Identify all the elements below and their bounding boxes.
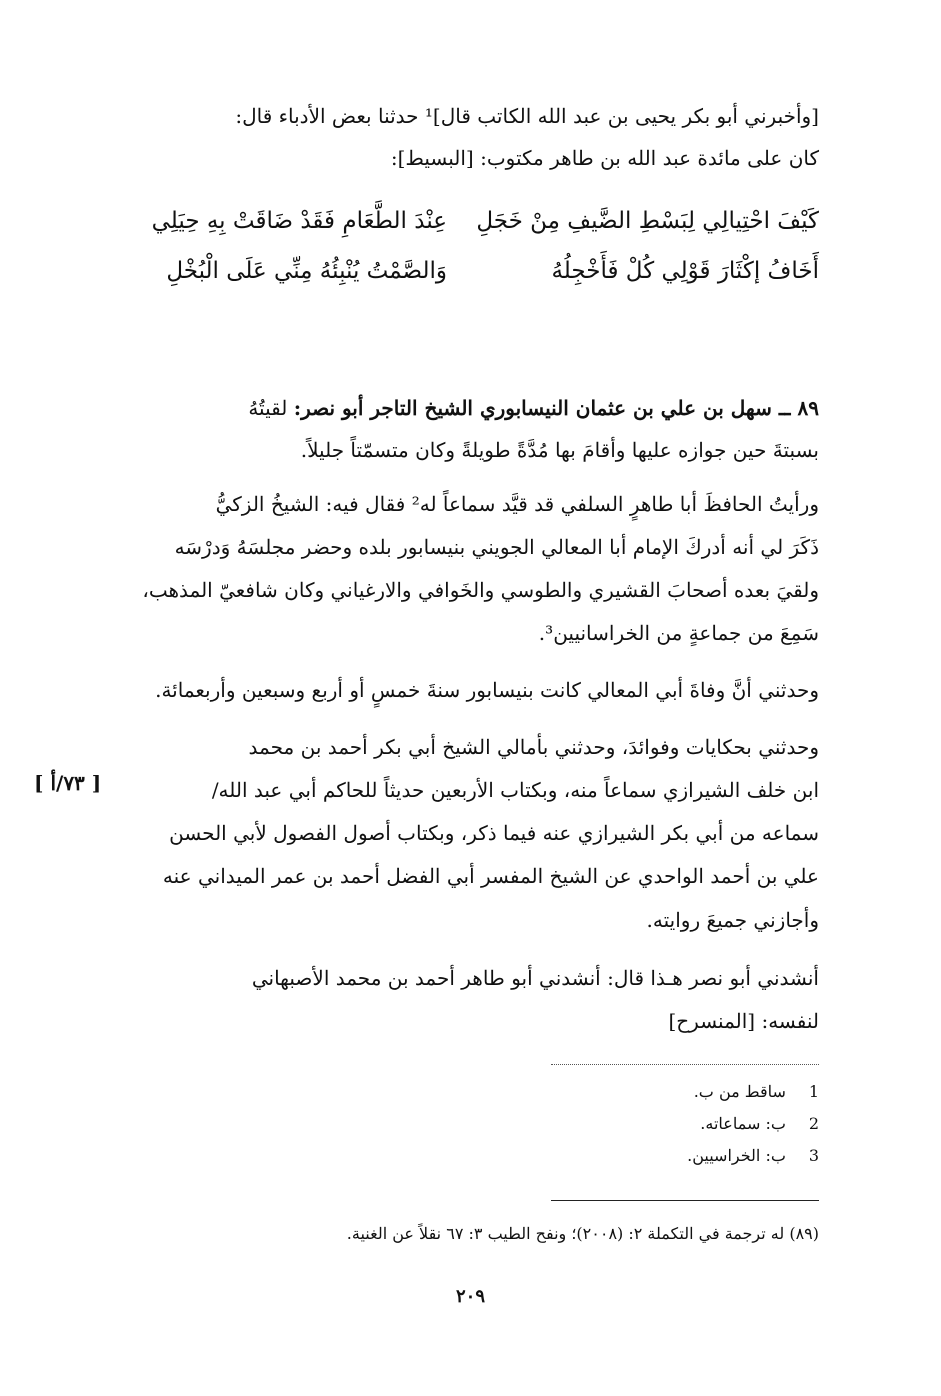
intro-line-2: كان على مائدة عبد الله بن طاهر مكتوب: [البسيط]: <box>390 146 819 170</box>
para3-line-2: ابن خلف الشيرازي سماعاً منه، وبكتاب الأربعين حديثاً للحاكم أبي عبد الله/ <box>211 778 819 802</box>
page-number: ٢٠٩ <box>455 1286 485 1307</box>
footnote-number: 2 <box>808 1114 819 1133</box>
para1-line-3: ولقيَ بعده أصحابَ القشيري والطوسي والخَوافي والارغياني وكان شافعيّ المذهب، <box>142 578 819 602</box>
para3-line-3: سماعه من أبي بكر الشيرازي عنه فيما ذكر، وبكتاب أصول الفصول لأبي الحسن <box>169 821 819 845</box>
para1-line-1: ورأيتُ الحافظَ أبا طاهرٍ السلفي قد قيَّد سماعاً له² فقال فيه: الشيخُ الزكيُّ <box>215 492 819 516</box>
footnote-2 <box>700 1112 819 1136</box>
entry-heading: ٨٩ ــ سهل بن علي بن عثمان النيسابوري الشيخ التاجر أبو نصر: <box>293 396 819 420</box>
footnote-separator <box>551 1064 819 1065</box>
para1-line-4: سَمِعَ من جماعةٍ من الخراسانيين³. <box>538 621 819 645</box>
footnote-number: 3 <box>808 1146 819 1165</box>
para4-line-1: أنشدني أبو نصر هـذا قال: أنشدني أبو طاهر أحمد بن محمد الأصبهاني <box>251 966 819 990</box>
para1-line-2: ذَكَرَ لي أنه أدركَ الإمام أبا المعالي الجويني بنيسابور بلده وحضر مجلسَهُ وَدرْسَه <box>174 535 819 559</box>
para3-line-5: وأجازني جميعَ روايته. <box>646 908 819 932</box>
folio-marginal-note: [ ٧٣/أ ] <box>34 771 102 795</box>
footnote-text: ساقط من ب. <box>693 1082 786 1101</box>
footnote-3 <box>687 1144 819 1168</box>
para3-line-1: وحدثني بحكايات وفوائدَ، وحدثني بأمالي الشيخ أبي بكر أحمد بن محمد <box>248 735 819 759</box>
entry-heading-tail: لقيتُهُ <box>248 396 288 420</box>
para2: وحدثني أنَّ وفاةَ أبي المعالي كانت بنيسابور سنةَ خمسٍ أو أربع وسبعين وأربعمائة. <box>155 678 819 702</box>
poem-verse-1-second-hemistich: عِنْدَ الطَّعَامِ فَقَدْ ضَاقَتْ بِهِ حِيَلِي <box>151 208 447 234</box>
reference-separator <box>551 1200 819 1201</box>
intro-line-1: [وأخبرني أبو بكر يحيى بن عبد الله الكاتب قال]¹ حدثنا بعض الأدباء قال: <box>235 104 819 128</box>
para3-line-4: علي بن أحمد الواحدي عن الشيخ المفسر أبي الفضل أحمد بن عمر الميداني عنه <box>162 864 819 888</box>
footnote-number: 1 <box>808 1082 819 1101</box>
para4-line-2: لنفسه: [المنسرح] <box>668 1009 819 1033</box>
biographical-reference: (٨٩) له ترجمة في التكملة ٢: (٢٠٠٨)؛ ونفح الطيب ٣: ٦٧ نقلاً عن الغنية. <box>346 1224 819 1243</box>
footnote-text: ب: سماعاته. <box>700 1114 786 1133</box>
footnote-1 <box>694 1080 819 1104</box>
poem-verse-2-first-hemistich: أَخَافُ إكْثَارَ قَوْلِي كُلْ فَأَخْجِلُهُ <box>551 258 819 284</box>
entry-line-2: بسبتةَ حين جوازه عليها وأقامَ بها مُدَّةً طويلةً وكان متسمّتاً جليلاً. <box>300 438 819 462</box>
poem-verse-1-first-hemistich: كَيْفَ احْتِيالِي لِبَسْطِ الضَّيفِ مِنْ خَجَلِ <box>476 208 819 234</box>
poem-verse-2-second-hemistich: وَالصَّمْتُ يُنْبِئُهُ مِنِّي عَلَى الْبُخْلِ <box>166 258 447 284</box>
entry-heading-line <box>119 393 819 423</box>
footnote-text: ب: الخراسيين. <box>687 1146 786 1165</box>
